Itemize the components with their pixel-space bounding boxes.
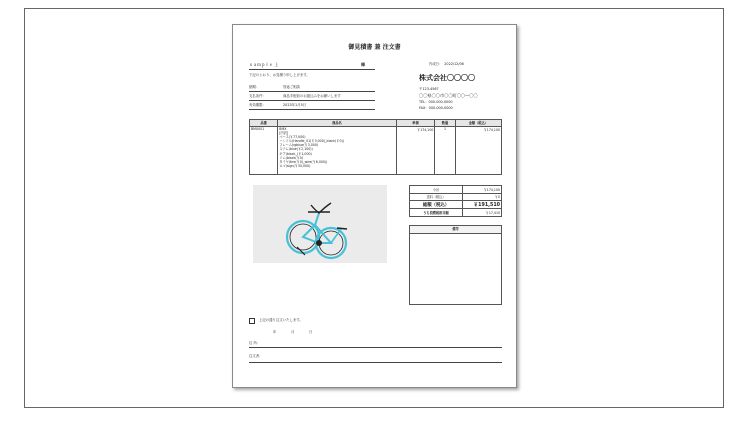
item-name-line: フレーム(rgblue(￥3,000) [279, 143, 319, 148]
customer-underline [249, 69, 375, 70]
item-code: BMX001 [250, 127, 278, 175]
delivery-label: 納期： [249, 85, 260, 89]
orderer-label: 注文者： [249, 354, 263, 358]
total-label: 総額（税込） [410, 201, 463, 209]
subtotal-label: 小計 [410, 186, 463, 194]
row-divider [249, 109, 375, 110]
table-row [250, 127, 502, 175]
month-label: 月 [291, 330, 295, 334]
address-underline [249, 347, 502, 348]
company-fax: FAX：000-000-0000 [419, 106, 453, 110]
col-header-qty: 数量 [435, 120, 455, 127]
honorific: 様 [361, 62, 365, 67]
expiry-label: 有効期限： [249, 103, 266, 107]
item-name-line: タイヤ(tire(￥0)_wire(￥6,000)) [279, 159, 328, 164]
summary-row [410, 193, 502, 201]
shipping-label: 送料（税込） [410, 193, 463, 201]
item-name-line: ステム(blue(￥2,100)) [279, 147, 313, 152]
total-value: ￥191,510 [463, 201, 502, 209]
item-unit-price: ￥174,100 [396, 127, 435, 175]
payment-label: 支払条件： [249, 94, 266, 98]
address-label: 住 所： [249, 341, 261, 345]
intro-text: 下記のとおり、お見積り申し上げます。 [249, 73, 310, 77]
document-title: 御見積書 兼 注文書 [348, 44, 401, 51]
delivery-value: 別途ご相談 [283, 85, 300, 89]
item-name-line: ロゴ(sign(￥30,000) [279, 163, 311, 168]
company-address: 〇〇県〇〇市〇〇町〇〇―〇〇 [419, 93, 478, 98]
issue-date: 作成日： 2022/12/06 [429, 62, 464, 66]
confirm-text: 上記の通り注文いたします。 [259, 318, 303, 322]
items-table [249, 119, 502, 175]
items-header-row [250, 120, 502, 127]
quote-document [232, 24, 517, 388]
item-name-line: ギア(black_(￥1,000) [279, 151, 312, 156]
orderer-underline [249, 362, 502, 363]
company-tel: TEL：000-000-0000 [419, 100, 453, 104]
item-name-line: [内訳] [279, 131, 289, 136]
col-header-unit-price: 単価 [396, 120, 435, 127]
customer-name: ｓａｍｐｌｅ 上 [249, 62, 279, 67]
item-name-line: リム(black(￥0) [279, 155, 304, 160]
tax-label: うち消費税相当額 [410, 209, 463, 217]
tax-value: ￥17,410 [463, 209, 502, 217]
summary-row [410, 209, 502, 217]
memo-box [409, 225, 502, 305]
subtotal-value: ￥174,100 [463, 186, 502, 194]
item-name-line: ベース(￥77,000) [279, 135, 306, 140]
item-qty: 1 [435, 127, 455, 175]
confirm-checkbox[interactable] [249, 318, 255, 324]
col-header-amount: 金額（税込） [455, 120, 501, 127]
row-divider [249, 91, 375, 92]
summary-row [410, 186, 502, 194]
item-name-cell [278, 127, 396, 175]
company-postal: 〒123-4567 [419, 87, 439, 91]
row-divider [249, 100, 375, 101]
expiry-value: 2023年1月5日 [283, 103, 307, 107]
col-header-name: 商品名 [278, 120, 396, 127]
item-amount: ￥174,100 [455, 127, 501, 175]
bicycle-image [253, 185, 387, 263]
day-label: 日 [309, 330, 313, 334]
year-label: 年 [273, 330, 277, 334]
summary-row [410, 201, 502, 209]
summary-table [409, 185, 502, 217]
col-header-code: 品番 [250, 120, 278, 127]
payment-value: 商品手配前のお振込みをお願いします [283, 94, 341, 98]
item-name-line: ハンドル(Handle_01(￥3,000)_black(￥0)) [279, 139, 344, 144]
item-name-line: BMX [279, 127, 287, 131]
company-name: 株式会社〇〇〇〇 [419, 74, 475, 82]
memo-label: 備考 [410, 226, 501, 234]
shipping-value: ￥0 [463, 193, 502, 201]
